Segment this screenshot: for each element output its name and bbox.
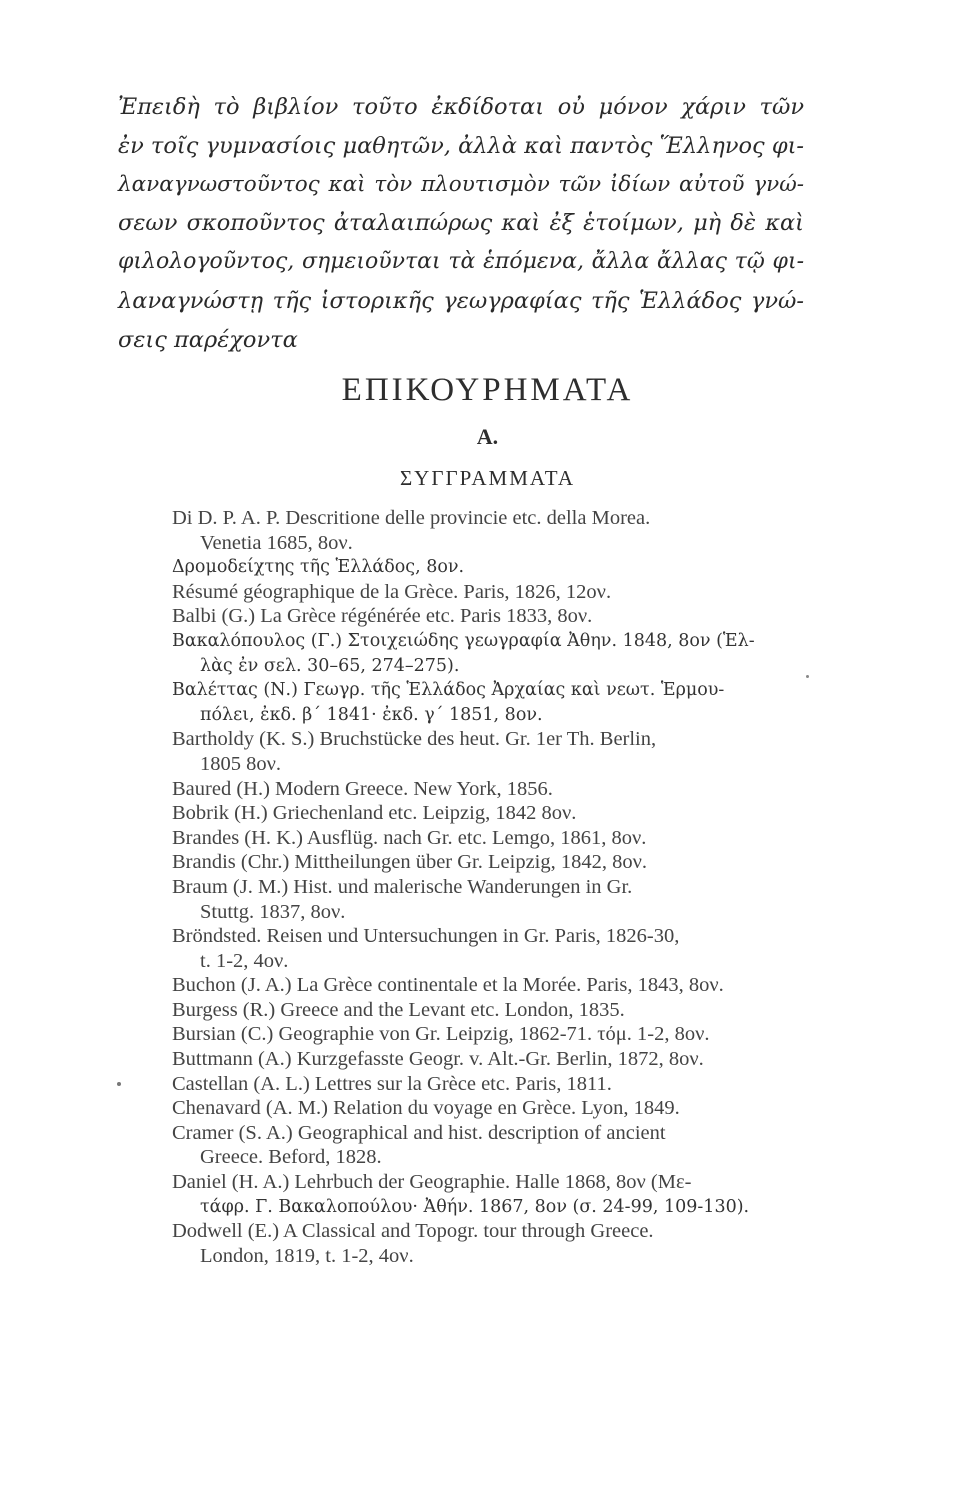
section-letter: Α. xyxy=(476,424,499,449)
bibliography-entry: Δρομοδείχτης τῆς Ἑλλάδος, 8ον. xyxy=(172,557,465,578)
bibliography-entry: Bobrik (H.) Griechenland etc. Leipzig, 1842 8ον. xyxy=(172,802,577,825)
intro-line: λαναγνώστῃ τῆς ἱστορικῆς γεωγραφίας τῆς Ἑλλάδος γνώ- xyxy=(118,287,804,314)
margin-dot xyxy=(117,1082,121,1086)
bibliography-entry: Burgess (R.) Greece and the Levant etc. London, 1835. xyxy=(172,998,625,1021)
bibliography-entry: Bursian (C.) Geographie von Gr. Leipzig, 1862-71. τόμ. 1-2, 8ον. xyxy=(172,1023,710,1046)
bibliography-entry: Daniel (H. A.) Lehrbuch der Geographie. Halle 1868, 8ον (Με- xyxy=(172,1171,692,1194)
margin-dot-2 xyxy=(806,675,809,678)
bibliography-entry-continuation: πόλει, ἐκδ. β΄ 1841· ἐκδ. γ΄ 1851, 8ον. xyxy=(200,704,543,725)
intro-line: σεων σκοποῦντος ἀταλαιπώρως καὶ ἐξ ἑτοίμων, μὴ δὲ καὶ xyxy=(118,210,804,237)
bibliography-entry-continuation: Venetia 1685, 8ον. xyxy=(200,531,353,554)
bibliography-entry: Di D. P. A. P. Descritione delle provincie etc. della Morea. xyxy=(172,507,651,529)
bibliography-entry-continuation: τάφρ. Γ. Βακαλοπούλου· Ἀθήν. 1867, 8ον (σ. 24-99, 109-130). xyxy=(200,1196,750,1217)
section-title: ΕΠΙΚΟΥΡΗΜΑΤΑ xyxy=(341,372,634,408)
bibliography-list xyxy=(172,506,818,1268)
section-subtitle: ΣΥΓΓΡΑΜΜΑΤΑ xyxy=(399,466,576,490)
bibliography-entry: Buchon (J. A.) La Grèce continentale et la Morée. Paris, 1843, 8ον. xyxy=(172,974,724,997)
bibliography-entry: Braum (J. M.) Hist. und malerische Wanderungen in Gr. xyxy=(172,875,633,898)
bibliography-entry: Balbi (G.) La Grèce régénérée etc. Paris 1833, 8ον. xyxy=(172,605,593,628)
intro-paragraph xyxy=(118,88,804,360)
bibliography-entry: Chenavard (A. M.) Relation du voyage en Grèce. Lyon, 1849. xyxy=(172,1097,680,1120)
intro-line: φιλολογοῦντος, σημειοῦνται τὰ ἑπόμενα, ἄλλα ἄλλας τῷ φι- xyxy=(118,249,804,275)
bibliography-entry: Bröndsted. Reisen und Untersuchungen in Gr. Paris, 1826-30, xyxy=(172,925,680,948)
intro-line: λαναγνωστοῦντος καὶ τὸν πλουτισμὸν τῶν ἰδίων αὐτοῦ γνώ- xyxy=(118,171,804,197)
bibliography-entry-continuation: Greece. Beford, 1828. xyxy=(200,1146,382,1169)
bibliography-entry: Bartholdy (K. S.) Bruchstücke des heut. Gr. 1er Th. Berlin, xyxy=(172,728,657,751)
bibliography-entry-continuation: Stuttg. 1837, 8ον. xyxy=(200,900,346,923)
bibliography-entry-continuation: 1805 8ον. xyxy=(200,752,282,775)
bibliography-entry: Résumé géographique de la Grèce. Paris, 1826, 12ον. xyxy=(172,580,612,603)
intro-line: ἐν τοῖς γυμνασίοις μαθητῶν, ἀλλὰ καὶ παντὸς Ἕλληνος φι- xyxy=(118,132,804,159)
bibliography-entry: Baured (H.) Modern Greece. New York, 1856. xyxy=(172,777,553,800)
bibliography-entry: Buttmann (A.) Kurzgefasste Geogr. v. Alt.-Gr. Berlin, 1872, 8ον. xyxy=(172,1048,704,1071)
bibliography-entry: Βακαλόπουλος (Γ.) Στοιχειώδης γεωγραφία Ἀθην. 1848, 8ον (Ἑλ- xyxy=(172,630,755,651)
bibliography-entry-continuation: t. 1-2, 4ον. xyxy=(200,949,289,972)
intro-line: Ἐπειδὴ τὸ βιβλίον τοῦτο ἐκδίδοται οὐ μόνον χάριν τῶν xyxy=(118,94,804,120)
intro-line: σεις παρέχοντα xyxy=(118,326,298,353)
bibliography-entry: Brandes (H. K.) Ausflüg. nach Gr. etc. Lemgo, 1861, 8ον. xyxy=(172,826,647,849)
bibliography-entry: Brandis (Chr.) Mittheilungen über Gr. Leipzig, 1842, 8ον. xyxy=(172,851,648,874)
bibliography-entry: Dodwell (E.) A Classical and Topogr. tour through Greece. xyxy=(172,1220,654,1243)
bibliography-entry: Cramer (S. A.) Geographical and hist. description of ancient xyxy=(172,1121,666,1144)
bibliography-entry: Castellan (A. L.) Lettres sur la Grèce etc. Paris, 1811. xyxy=(172,1072,612,1095)
bibliography-entry-continuation: London, 1819, t. 1-2, 4ον. xyxy=(200,1244,414,1267)
bibliography-entry: Βαλέττας (Ν.) Γεωγρ. τῆς Ἑλλάδος Ἀρχαίας καὶ νεωτ. Ἑρμου- xyxy=(172,680,725,701)
bibliography-entry-continuation: λὰς ἐν σελ. 30–65, 274–275). xyxy=(200,655,460,676)
